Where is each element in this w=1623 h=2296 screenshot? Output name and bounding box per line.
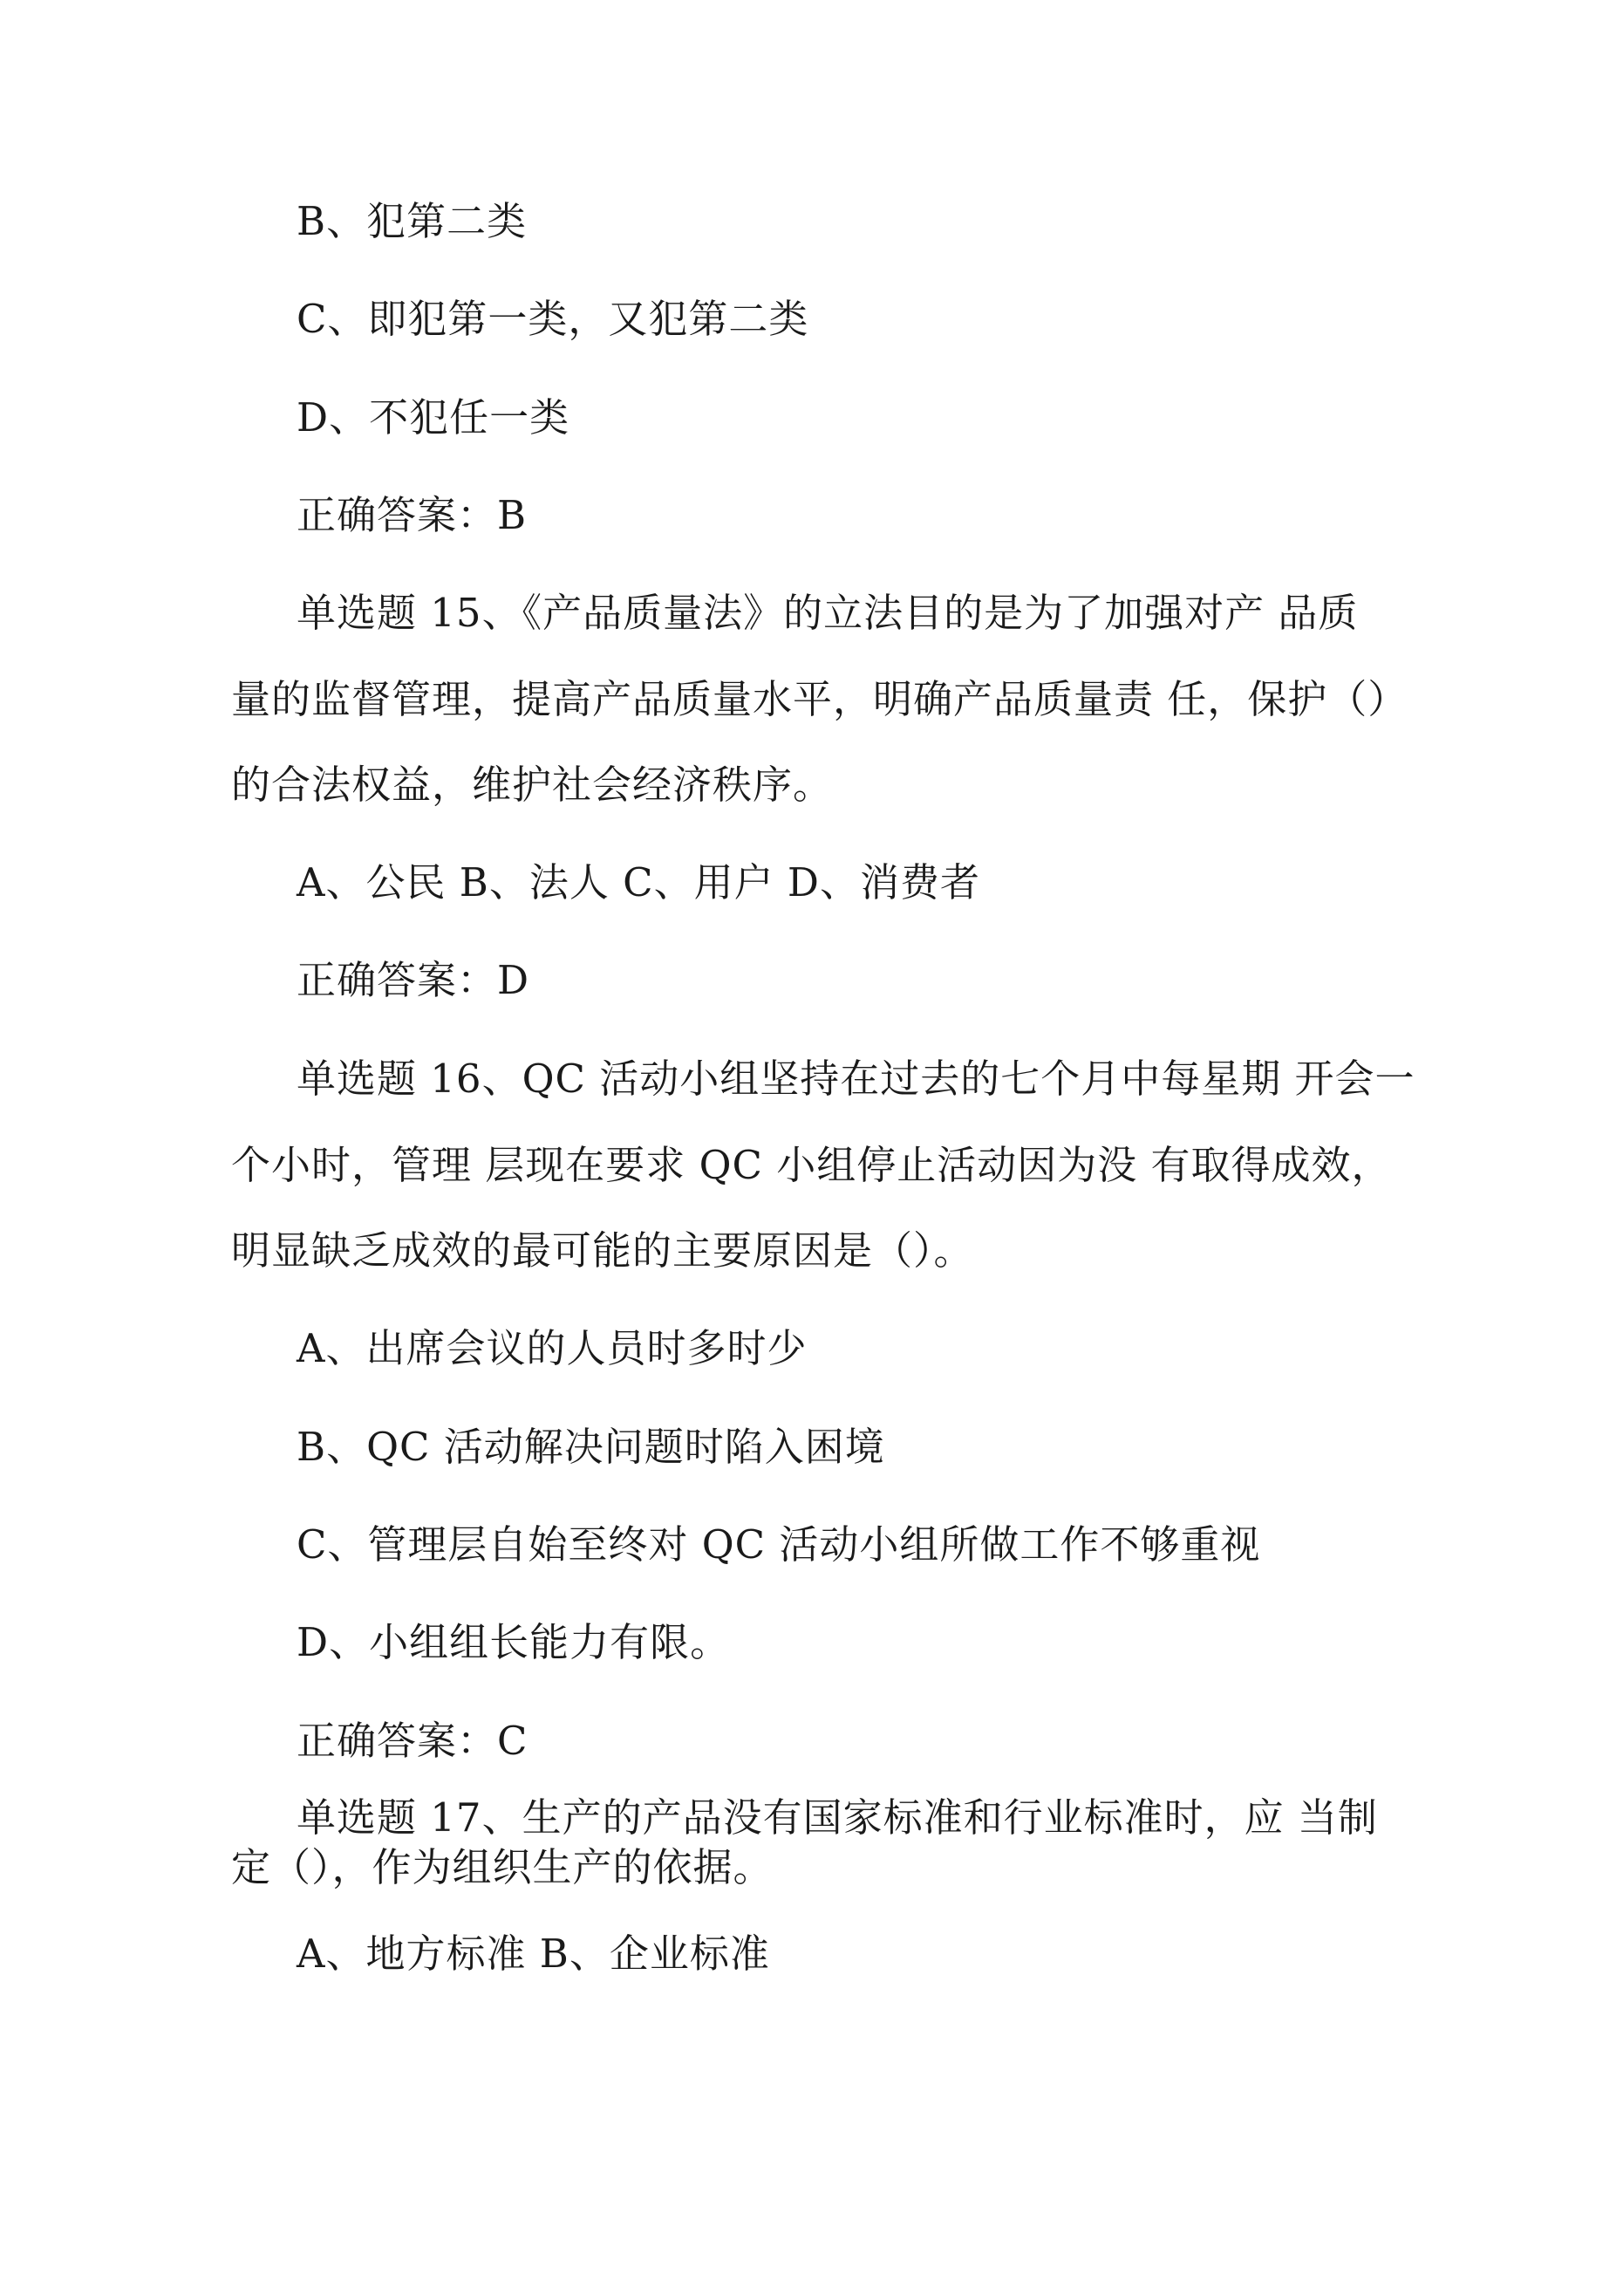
question-15-line-2: 量的监督管理，提高产品质量水平，明确产品质量责 任，保护（） [231, 676, 1408, 722]
question-16-option-d: D、小组组长能力有限。 [297, 1619, 731, 1665]
question-16-option-a: A、出席会议的人员时多时少 [297, 1325, 808, 1371]
option-b-line: B、犯第二类 [297, 198, 528, 244]
question-15-options: A、公民 B、法人 C、用户 D、消费者 [297, 859, 980, 905]
question-16-option-c: C、管理层自始至终对 QC 活动小组所做工作不够重视 [297, 1521, 1261, 1568]
question-16-option-b: B、QC 活动解决问题时陷入困境 [297, 1424, 885, 1470]
option-c-line: C、即犯第一类，又犯第二类 [297, 296, 809, 342]
option-d-line: D、不犯任一类 [297, 394, 570, 441]
question-17-line-2: 定（），作为组织生产的依据。 [231, 1844, 774, 1890]
question-16-line-3: 明显缺乏成效的最可能的主要原因是（）。 [231, 1227, 974, 1274]
answer-line: 正确答案：B [297, 492, 528, 538]
question-15-line-1: 单选题 15、《产品质量法》的立法目的是为了加强对产 品质 [297, 590, 1359, 636]
question-17-line-1: 单选题 17、生产的产品没有国家标准和行业标准时，应 当制 [297, 1794, 1378, 1841]
question-15-line-3: 的合法权益，维护社会经济秩序。 [231, 762, 834, 808]
question-16-line-1: 单选题 16、QC 活动小组坚持在过去的七个月中每星期 开会一 [297, 1056, 1415, 1102]
question-16-answer: 正确答案：C [297, 1718, 528, 1764]
question-15-answer: 正确答案：D [297, 957, 530, 1003]
question-17-options: A、地方标准 B、企业标准 [297, 1930, 770, 1977]
question-16-line-2: 个小时，管理 层现在要求 QC 小组停止活动因为没 有取得成效， [231, 1142, 1392, 1188]
